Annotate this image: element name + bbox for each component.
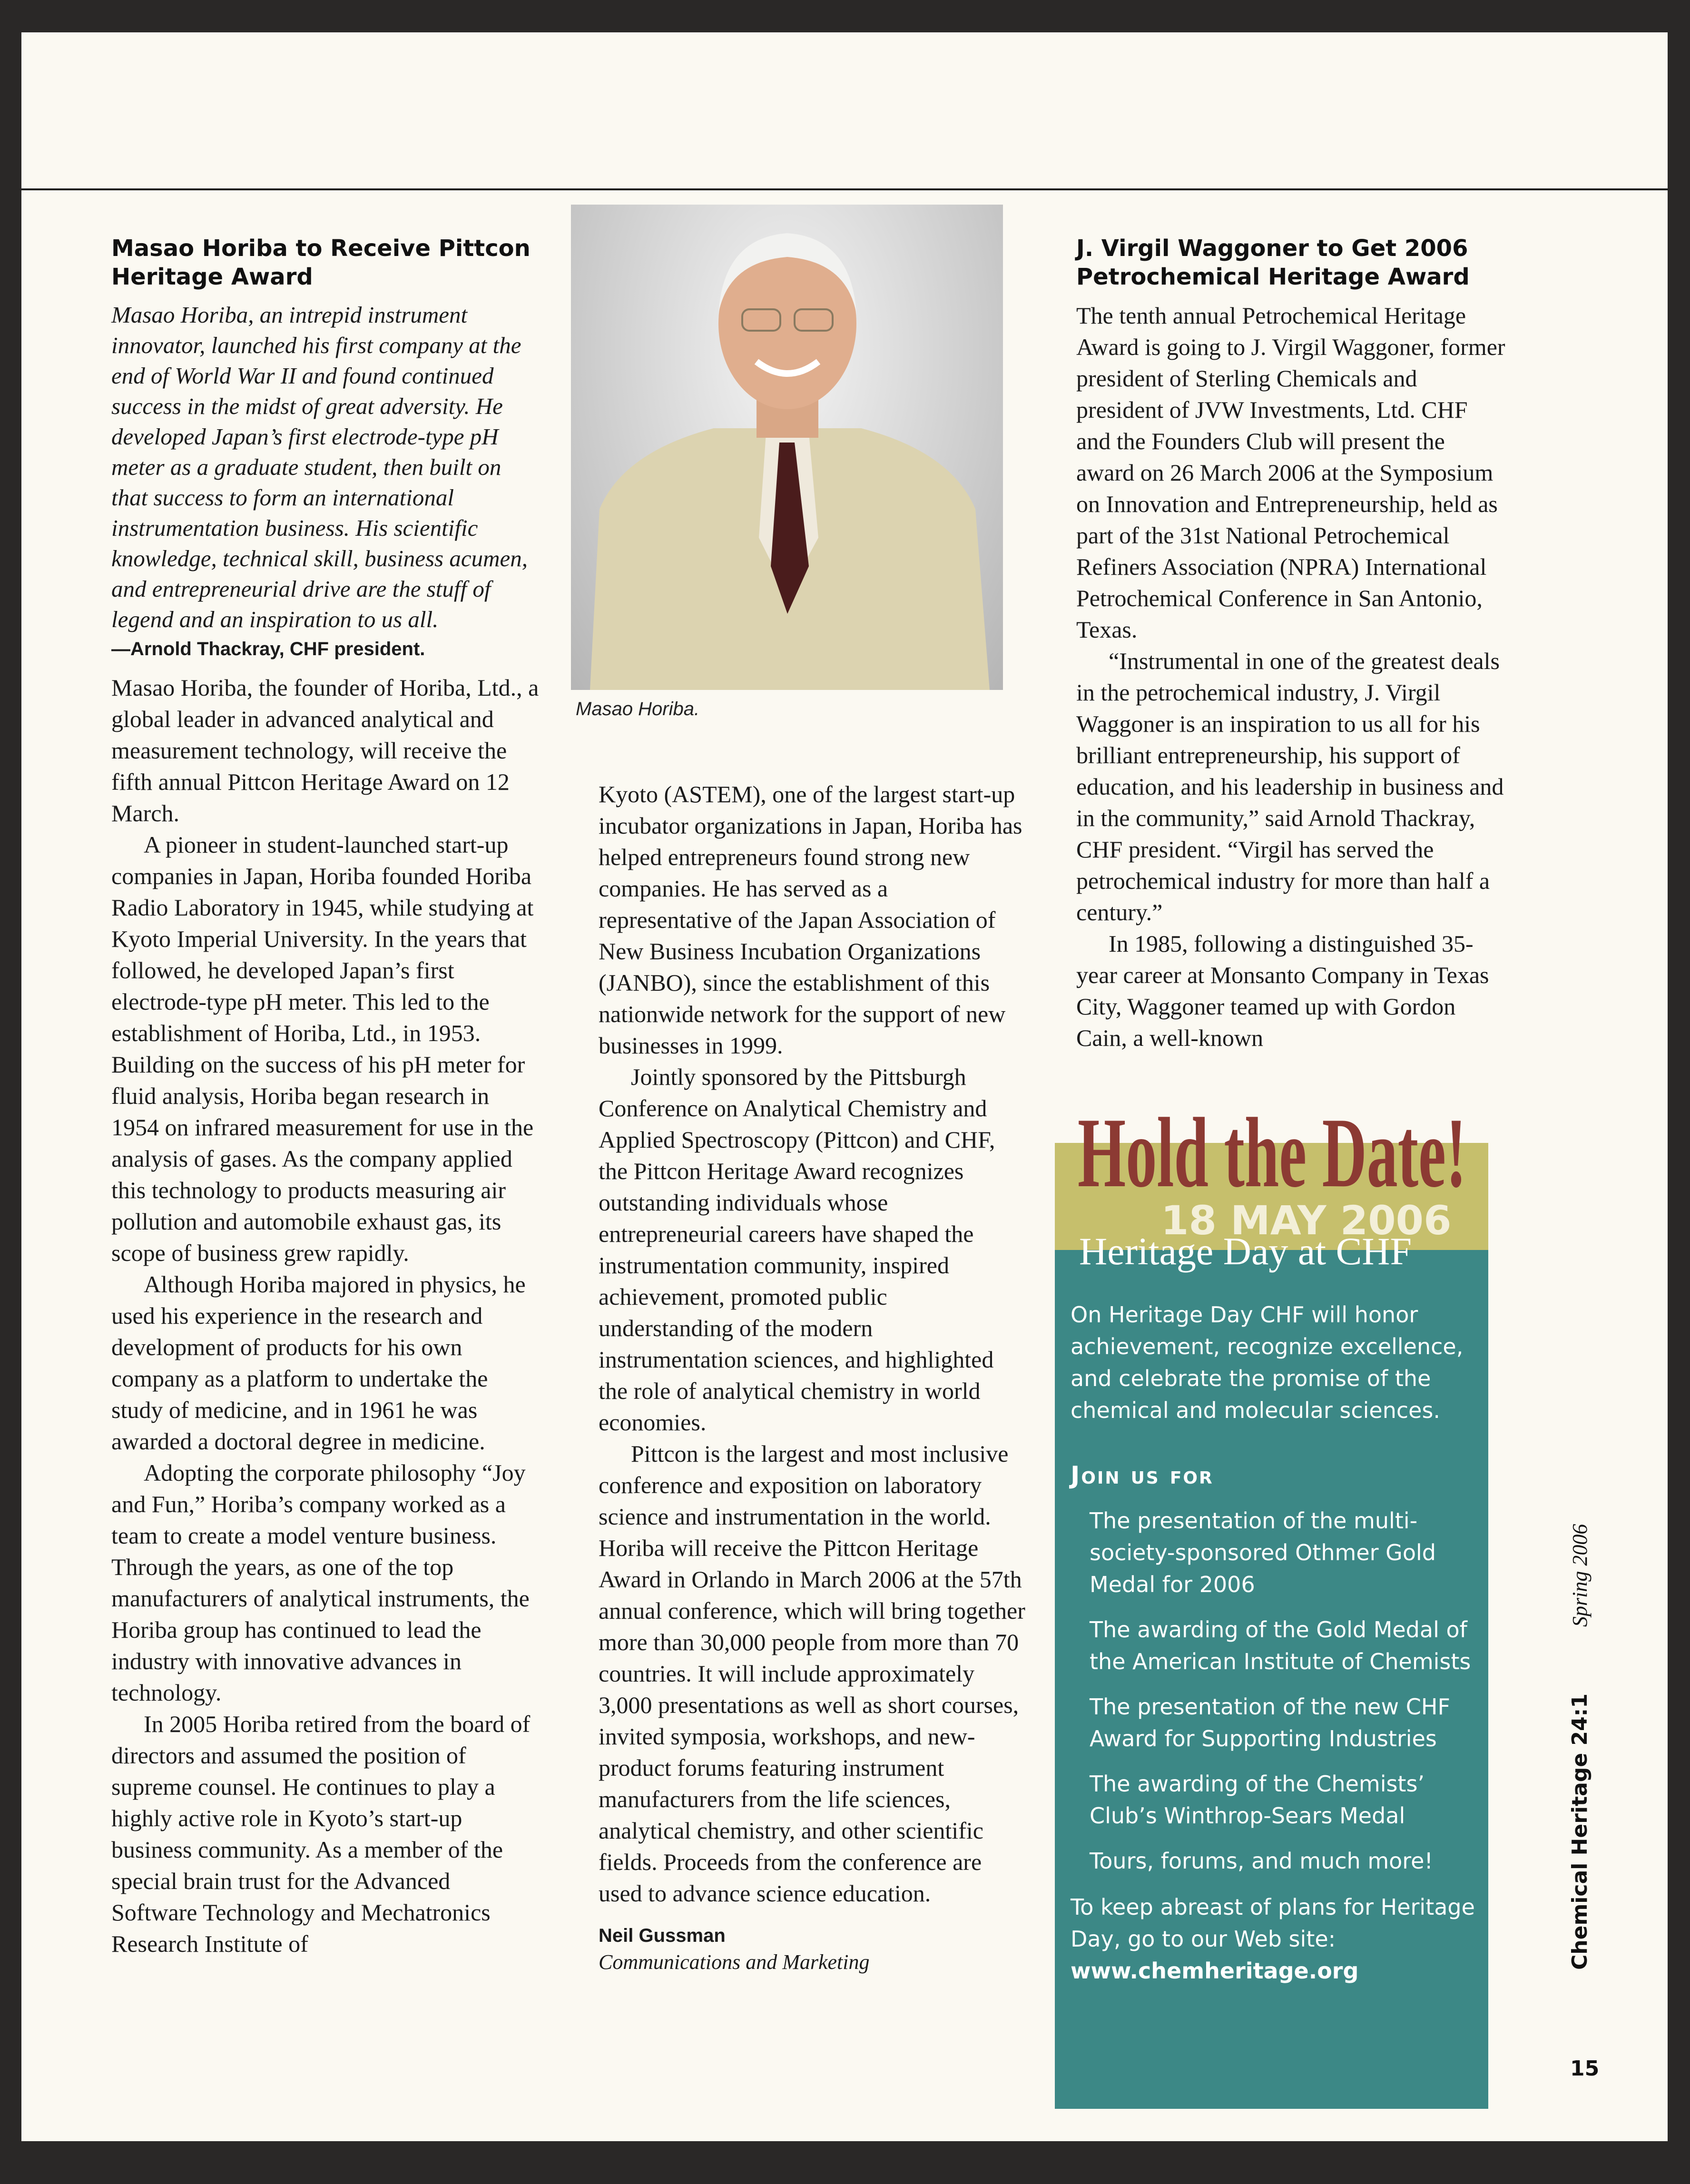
body-paragraph: Pittcon is the largest and most inclusive conference and exposition on laboratory science and instrumentation in the world. Horiba will receive the Pittcon Heritage Award in Orlando in March 2006 at the 57th annual conference, which will bring together more than 30,000 people from more than 70 countries. It will include approximately 3,000 presentations as well as short courses, invited symposia, workshops, and new-product forums featuring instrument manufacturers from the life sciences, analytical chemistry, and other scientific fields. Proceeds from the conference are used to advance science education.	[599, 1440, 1025, 1907]
body-paragraph: Jointly sponsored by the Pittsburgh Conference on Analytical Chemistry and Applied Spectroscopy (Pittcon) and CHF, the Pittcon Heritage Award recognizes outstanding individuals whose entrepreneurial careers have shaped the instrumentation community, inspired achievement, promoted public understanding of the modern instrumentation sciences, and highlighted the role of analytical chemistry in world economies.	[599, 1063, 995, 1436]
body-paragraph: “Instrumental in one of the greatest deals in the petrochemical industry, J. Virgil Waggoner is an inspiration to us all for his brilliant entrepreneurship, his support of education, and his leadership in business and in the community,” said Arnold Thackray, CHF president. “Virgil has served the petrochemical industry for more than half a century.”	[1076, 648, 1504, 925]
journal-name: Chemical Heritage 24:1	[1568, 1693, 1592, 1970]
body-paragraph: In 2005 Horiba retired from the board of directors and assumed the position of supreme counsel. He continues to play a highly active role in Kyoto’s start-up business community. As a member of the special brain trust for the Advanced Software Technology and Mechatronics Research Institute of	[111, 1711, 531, 1957]
right-column	[1076, 234, 1507, 1053]
promo-content	[1071, 1299, 1480, 1987]
join-label: Join us for	[1071, 1461, 1214, 1490]
promo-subheading: Heritage Day at CHF	[1079, 1230, 1412, 1273]
body-paragraph: A pioneer in student-launched start-up companies in Japan, Horiba founded Horiba Radio Laboratory in 1945, while studying at Kyoto Imperial University. In the years that followed, he developed Japan’s first electrode-type pH meter. This led to the establishment of Horiba, Ltd., in 1953. Building on the success of his pH meter for fluid analysis, Horiba began research in 1954 on infrared measurement for use in the analysis of gases. As the company applied this technology to products measuring air pollution and automobile exhaust gas, its scope of business grew rapidly.	[111, 831, 534, 1266]
body-paragraph: Kyoto (ASTEM), one of the largest start-up incubator organizations in Japan, Horiba has helped entrepreneurs found strong new companies. He has served as a representative of the Japan Association of New Business Incubation Organizations (JANBO), since the establishment of this nationwide network for the support of new businesses in 1999.	[599, 781, 1022, 1059]
article-title: Masao Horiba to Receive Pittcon Heritage Award	[111, 235, 531, 290]
body-paragraph: Adopting the corporate philosophy “Joy and Fun,” Horiba’s company worked as a team to create a model venture business. Through the years, as one of the top manufacturers of analytical instruments, the Horiba group has continued to lead the industry with innovative advances in technology.	[111, 1459, 530, 1706]
promo-date: 18 MAY 2006	[1161, 1197, 1452, 1244]
website-link[interactable]: www.chemheritage.org	[1071, 1958, 1359, 1984]
folio-running-head	[1568, 1524, 1592, 1970]
promo-item: The presentation of the multi-society-sponsored Othmer Gold Medal for 2006	[1090, 1508, 1436, 1597]
body-paragraph: Masao Horiba, the founder of Horiba, Ltd., a global leader in advanced analytical and measurement technology, will receive the fifth annual Pittcon Heritage Award on 12 March.	[111, 674, 539, 826]
quote-attribution: —Arnold Thackray, CHF president.	[111, 639, 425, 659]
author-role: Communications and Marketing	[599, 1950, 870, 1974]
body-paragraph: Although Horiba majored in physics, he used his experience in the research and development of products for his own company as a platform to undertake the study of medicine, and in 1961 he was awarded a doctoral degree in medicine.	[111, 1271, 526, 1455]
body-paragraph: In 1985, following a distinguished 35-year career at Monsanto Company in Texas City, Waggoner teamed up with Gordon Cain, a well-known	[1076, 930, 1489, 1051]
left-column	[111, 234, 540, 1959]
promo-item: Tours, forums, and much more!	[1090, 1848, 1433, 1874]
portrait-figure	[571, 205, 1003, 690]
middle-column	[599, 778, 1027, 1976]
promo-heading: Hold the Date!	[1078, 1098, 1467, 1208]
promo-intro: On Heritage Day CHF will honor achievement, recognize excellence, and celebrate the promise of the chemical and molecular sciences.	[1071, 1302, 1464, 1423]
portrait-photo	[571, 205, 1003, 690]
promo-item: The awarding of the Gold Medal of the American Institute of Chemists	[1090, 1617, 1471, 1674]
promo-item: The awarding of the Chemists’ Club’s Winthrop-Sears Medal	[1090, 1771, 1425, 1829]
photo-caption: Masao Horiba.	[576, 698, 700, 719]
header-rule	[21, 188, 1668, 190]
body-paragraph: The tenth annual Petrochemical Heritage Award is going to J. Virgil Waggoner, former president of Sterling Chemicals and president of JVW Investments, Ltd. CHF and the Founders Club will present the award on 26 March 2006 at the Symposium on Innovation and Entrepreneurship, held as part of the 31st National Petrochemical Refiners Association (NPRA) International Petrochemical Conference in San Antonio, Texas.	[1076, 302, 1505, 643]
intro-quote: Masao Horiba, an intrepid instrument innovator, launched his first company at the end of World War II and found continued success in the midst of great adversity. He developed Japan’s first electrode-type pH meter as a graduate student, then built on that success to form an international instrumentation business. His scientific knowledge, technical skill, business acumen, and entrepreneurial drive are the stuff of legend and an inspiration to us all.	[111, 302, 528, 632]
page-number: 15	[1570, 2056, 1600, 2081]
promo-footer: To keep abreast of plans for Heritage Day, go to our Web site:	[1071, 1894, 1475, 1952]
issue-date: Spring 2006	[1568, 1524, 1592, 1627]
article-title: J. Virgil Waggoner to Get 2006 Petrochemical Heritage Award	[1076, 235, 1470, 290]
author-name: Neil Gussman	[599, 1925, 726, 1946]
promo-item: The presentation of the new CHF Award for Supporting Industries	[1090, 1694, 1450, 1751]
